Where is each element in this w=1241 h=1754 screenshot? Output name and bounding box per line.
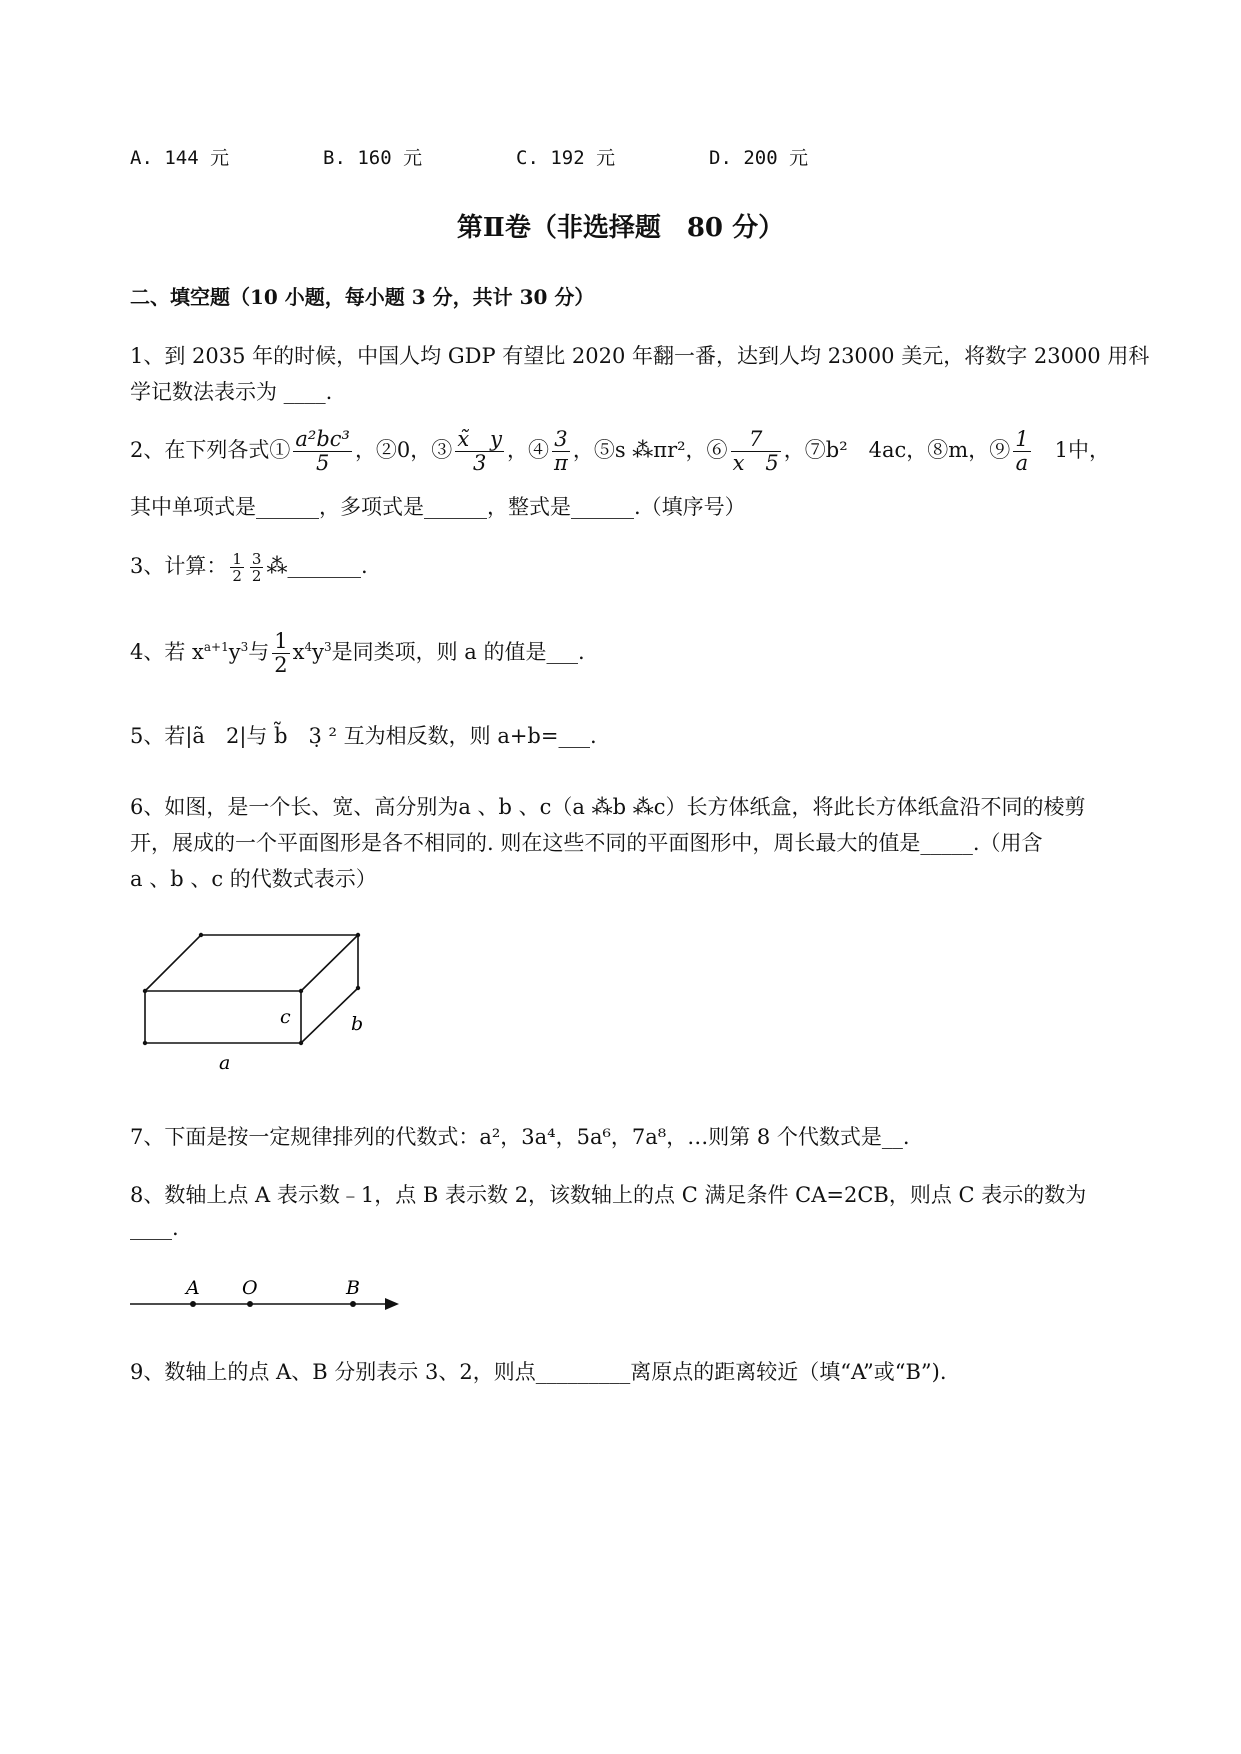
box-vertex	[299, 989, 303, 993]
number-line-label-a: A	[186, 1277, 200, 1299]
number-line-point-b	[350, 1301, 356, 1307]
question-3	[130, 550, 368, 585]
question-6-line-2: 开，展成的一个平面图形是各不相同的. 则在这些不同的平面图形中，周长最大的值是_____.（用含	[130, 831, 1043, 855]
box-label-b: b	[351, 1013, 364, 1035]
number-line-figure	[125, 1272, 410, 1322]
question-1-line-1: 1、到 2035 年的时候，中国人均 GDP 有望比 2020 年翻一番，达到人均 23000 美元，将数字 23000 用科	[130, 344, 1150, 368]
box-vertex	[299, 1041, 303, 1045]
q4-exp-1: a+1	[203, 640, 229, 655]
q2-fraction-9	[1013, 428, 1030, 475]
number-line-point-a	[190, 1301, 196, 1307]
question-1-line-2: 学记数法表示为 ____.	[130, 380, 333, 404]
q4-exp-4: 3	[323, 640, 332, 655]
section-heading: 二、填空题（10 小题，每小题 3 分，共计 30 分）	[130, 285, 595, 309]
question-8-line-2: ____.	[130, 1216, 179, 1240]
box-front-face	[145, 991, 301, 1043]
q2-fraction-9-den: a	[1015, 451, 1029, 476]
box-label-a: a	[219, 1052, 231, 1074]
question-2-line-2: 其中单项式是______，多项式是______，整式是______.（填序号）	[130, 495, 746, 519]
box-vertex	[143, 1041, 147, 1045]
q2-item-4: ，④	[507, 438, 550, 463]
question-6-line-1: 6、如图，是一个长、宽、高分别为a 、b 、c（a ⁂b ⁂c）长方体纸盒，将此长方体纸盒沿不同的棱剪	[130, 795, 1086, 819]
q4-mid-2: 与	[248, 640, 270, 665]
question-6-line-3: a 、b 、c 的代数式表示）	[130, 867, 377, 891]
q4-exp-2: 3	[240, 640, 249, 655]
q4-fraction	[272, 630, 289, 677]
q4-tail: 是同类项，则 a 的值是___.	[331, 640, 585, 665]
q2-fraction-4	[552, 428, 570, 475]
q2-fraction-3-num: x̃ y	[457, 427, 503, 451]
box-vertex	[143, 989, 147, 993]
q3-fraction-1-den: 2	[232, 567, 242, 585]
option-b: B. 160 元	[323, 147, 423, 169]
box-vertex	[356, 933, 360, 937]
q2-fraction-3	[455, 428, 504, 475]
box-side-face	[301, 935, 358, 1043]
option-d: D. 200 元	[709, 147, 809, 169]
question-5: 5、若|ã 2|与 b̃ 3̣ ² 互为相反数，则 a+b=___.	[130, 724, 597, 748]
q2-item-7: ，⑦b² 4ac，⑧m，⑨	[783, 438, 1011, 463]
number-line-arrow	[385, 1298, 399, 1310]
question-9: 9、数轴上的点 A、B 分别表示 3、2，则点_________离原点的距离较近（填“A”或“B”).	[130, 1360, 947, 1384]
question-7: 7、下面是按一定规律排列的代数式：a²，3a⁴，5a⁶，7a⁸，…则第 8 个代数式是__.	[130, 1125, 910, 1149]
q4-mid-3: x	[292, 640, 305, 665]
q2-item-2: ，②0，③	[354, 438, 453, 463]
q3-fraction-2-den: 2	[251, 567, 262, 585]
q4-mid-1: y	[228, 640, 241, 665]
number-line-label-o: O	[242, 1277, 258, 1299]
q2-tail: 1中，	[1033, 438, 1110, 463]
box-top-face	[145, 935, 358, 991]
q4-fraction-den: 2	[274, 653, 288, 678]
q3-fraction-1-num: 1	[232, 549, 242, 568]
q4-mid-4: y	[312, 640, 324, 665]
question-8-line-1: 8、数轴上点 A 表示数﹣1，点 B 表示数 2，该数轴上的点 C 满足条件 CA=2CB，则点 C 表示的数为	[130, 1183, 1087, 1207]
q2-fraction-1-den: 5	[315, 451, 330, 476]
q2-fraction-4-num: 3	[552, 428, 570, 452]
question-2-line-1	[130, 428, 1110, 475]
q4-lead: 4、若 x	[130, 640, 204, 665]
question-4	[130, 630, 585, 677]
q2-fraction-9-num: 1	[1015, 427, 1029, 451]
q2-fraction-1-num: a²bc³	[295, 427, 350, 451]
q2-fraction-6	[731, 428, 781, 475]
box-label-c: c	[280, 1006, 291, 1028]
q2-fraction-6-den: x 5	[732, 451, 779, 476]
q3-fraction-2-num: 3	[251, 549, 262, 568]
q3-tail: ⁂_______.	[266, 554, 368, 578]
option-c: C. 192 元	[516, 147, 616, 169]
q2-fraction-1	[293, 428, 352, 475]
q3-fraction-1	[230, 551, 244, 585]
number-line-label-b: B	[346, 1277, 360, 1299]
q4-exp-3: 4	[304, 640, 313, 655]
q2-fraction-4-den: π	[554, 451, 568, 476]
part-title: 第Ⅱ卷（非选择题 80 分）	[456, 213, 785, 243]
q3-lead: 3、计算：	[130, 554, 228, 578]
box-figure	[130, 920, 390, 1080]
q2-lead: 2、在下列各式①	[130, 438, 291, 463]
option-a: A. 144 元	[130, 147, 230, 169]
q2-fraction-3-den: 3	[472, 451, 487, 476]
number-line-point-o	[247, 1301, 253, 1307]
q3-fraction-2	[250, 551, 264, 585]
q2-item-5: ，⑤s ⁂πr²，⑥	[572, 438, 728, 463]
q4-fraction-num: 1	[274, 629, 288, 653]
box-vertex	[199, 933, 203, 937]
q2-fraction-6-num: 7	[731, 428, 781, 452]
box-vertex	[356, 986, 360, 990]
